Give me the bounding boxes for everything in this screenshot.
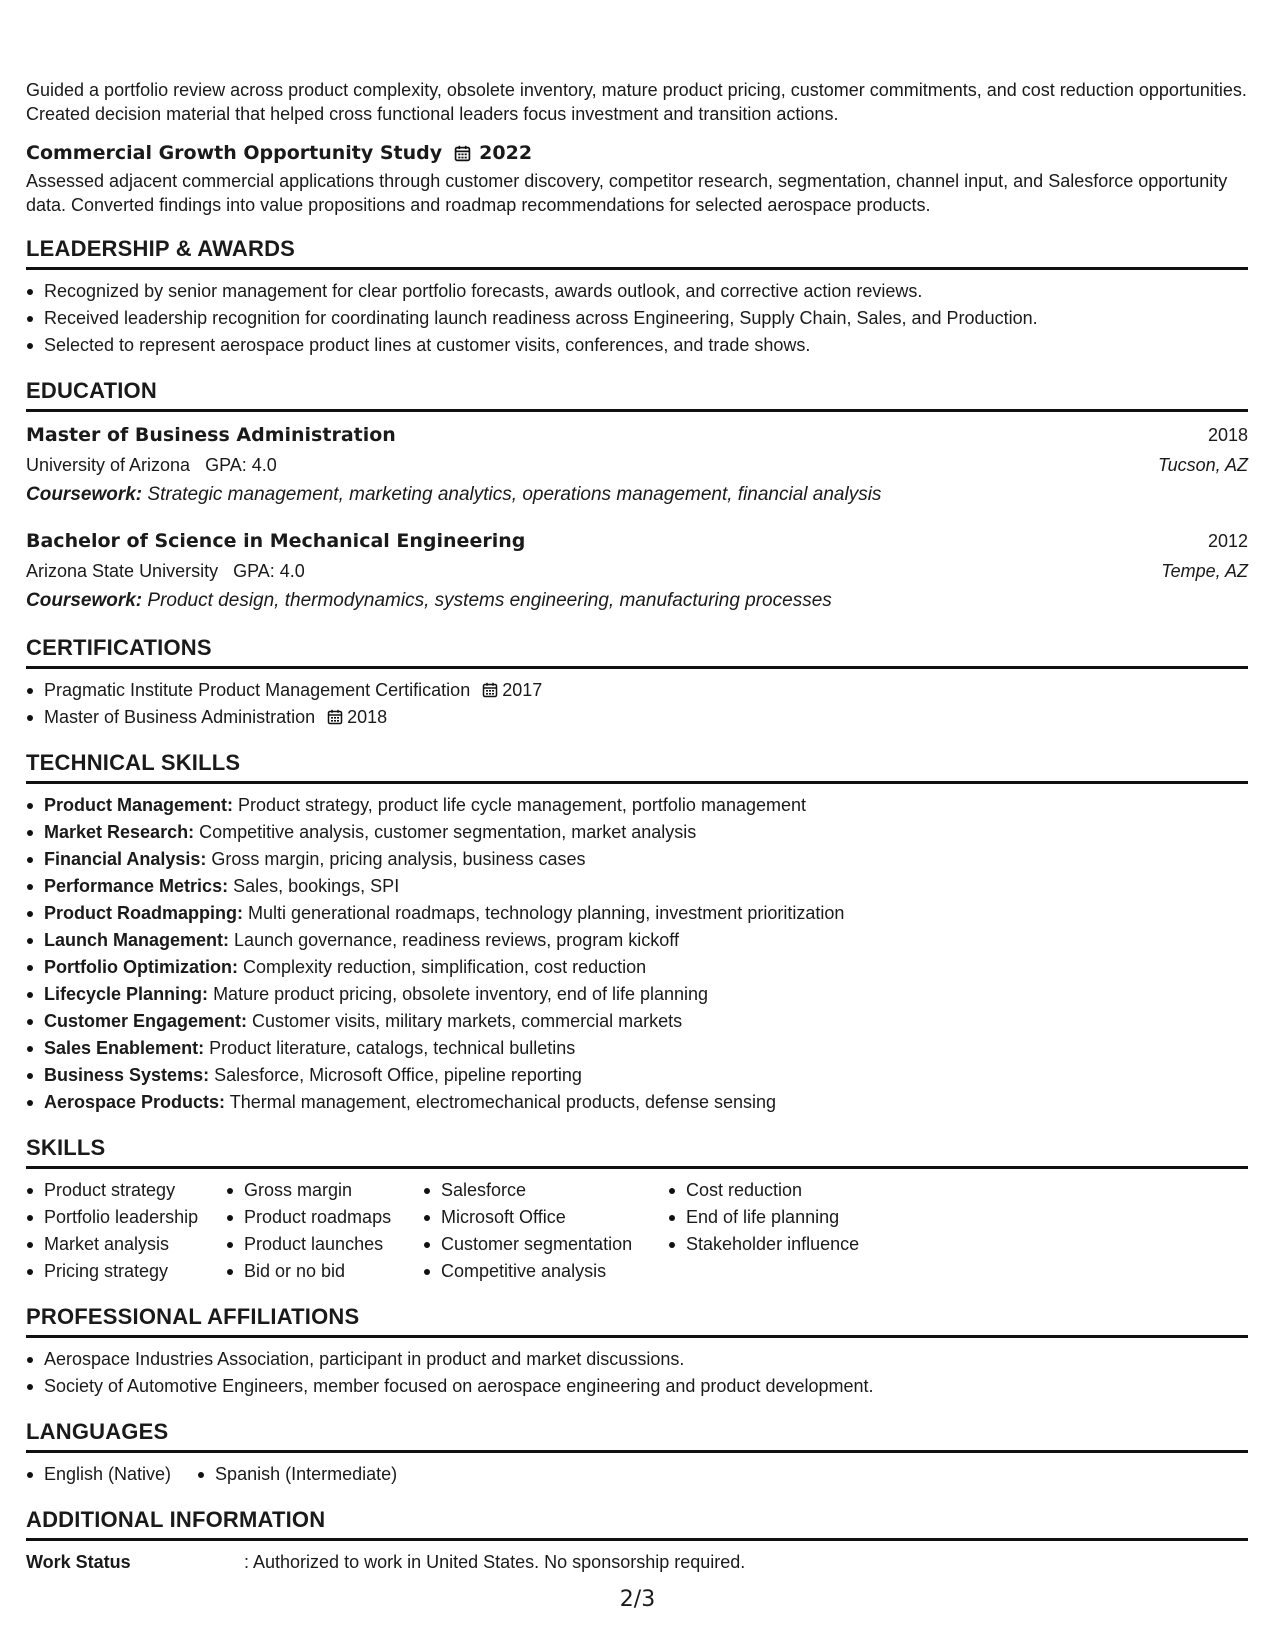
work-status-label: Work Status — [26, 1552, 131, 1572]
list-item: End of life planning — [668, 1204, 928, 1231]
skill-label: Sales Enablement: — [44, 1038, 205, 1058]
list-item — [26, 704, 1248, 731]
list-item: Spanish (Intermediate) — [197, 1461, 397, 1488]
degree-title: Bachelor of Science in Mechanical Engineering — [26, 530, 526, 552]
skill-value: Multi generational roadmaps, technology planning, investment prioritization — [248, 903, 845, 923]
list-item — [26, 873, 1248, 900]
affiliations-list — [26, 1346, 1248, 1400]
skill-label: Financial Analysis: — [44, 849, 207, 869]
list-item: Bid or no bid — [226, 1258, 423, 1285]
skill-value: Launch governance, readiness reviews, program kickoff — [234, 930, 679, 950]
list-item: Gross margin — [226, 1177, 423, 1204]
degree-title: Master of Business Administration — [26, 424, 396, 446]
section-heading-certifications: CERTIFICATIONS — [26, 633, 1248, 669]
skill-value: Mature product pricing, obsolete inventory, end of life planning — [213, 984, 709, 1004]
gpa: GPA: 4.0 — [233, 561, 305, 581]
list-item — [26, 1035, 1248, 1062]
list-item — [26, 846, 1248, 873]
coursework-text: Product design, thermodynamics, systems engineering, manufacturing processes — [147, 590, 832, 611]
skill-value: Sales, bookings, SPI — [233, 876, 400, 896]
skill-value: Complexity reduction, simplification, cost reduction — [243, 957, 647, 977]
skill-label: Portfolio Optimization: — [44, 957, 238, 977]
list-item — [26, 900, 1248, 927]
languages-list — [26, 1461, 1248, 1488]
coursework-text: Strategic management, marketing analytics, operations management, financial analysis — [147, 484, 882, 505]
section-heading-technical-skills: TECHNICAL SKILLS — [26, 748, 1248, 784]
list-item — [26, 1008, 1248, 1035]
skill-value: Gross margin, pricing analysis, business cases — [211, 849, 586, 869]
list-item — [26, 677, 1248, 704]
list-item: Product strategy — [26, 1177, 226, 1204]
certification-year: 2017 — [502, 680, 543, 700]
skill-label: Launch Management: — [44, 930, 230, 950]
work-status-row — [26, 1549, 1248, 1576]
skill-label: Performance Metrics: — [44, 876, 229, 896]
section-heading-leadership: LEADERSHIP & AWARDS — [26, 234, 1248, 270]
skills-column — [423, 1177, 668, 1285]
work-status-value: : Authorized to work in United States. No sponsorship required. — [244, 1552, 746, 1572]
skill-label: Customer Engagement: — [44, 1011, 248, 1031]
list-item: Customer segmentation — [423, 1231, 668, 1258]
skill-value: Product strategy, product life cycle management, portfolio management — [238, 795, 807, 815]
project-title-row — [26, 140, 1248, 166]
section-heading-affiliations: PROFESSIONAL AFFILIATIONS — [26, 1302, 1248, 1338]
skill-label: Aerospace Products: — [44, 1092, 226, 1112]
list-item: Microsoft Office — [423, 1204, 668, 1231]
skills-column — [668, 1177, 928, 1285]
school-name: Arizona State University — [26, 561, 219, 581]
gpa: GPA: 4.0 — [205, 455, 277, 475]
skill-value: Thermal management, electromechanical products, defense sensing — [229, 1092, 777, 1112]
list-item: Received leadership recognition for coordinating launch readiness across Engineering, Supply Chain, Sales, and Production. — [26, 305, 1248, 332]
list-item — [26, 954, 1248, 981]
project-year: 2022 — [479, 142, 533, 164]
list-item — [26, 981, 1248, 1008]
technical-skills-list — [26, 792, 1248, 1116]
calendar-icon — [482, 682, 498, 698]
education-entry — [26, 526, 1248, 616]
list-item: Recognized by senior management for clear portfolio forecasts, awards outlook, and corrective action reviews. — [26, 278, 1248, 305]
list-item — [26, 792, 1248, 819]
school-location: Tempe, AZ — [1161, 561, 1248, 581]
skill-value: Customer visits, military markets, commercial markets — [252, 1011, 683, 1031]
skill-value: Product literature, catalogs, technical bulletins — [209, 1038, 576, 1058]
section-heading-skills: SKILLS — [26, 1133, 1248, 1169]
skill-label: Product Roadmapping: — [44, 903, 243, 923]
certification-name: Master of Business Administration — [44, 707, 316, 727]
degree-year: 2018 — [1207, 425, 1248, 445]
degree-year: 2012 — [1207, 531, 1248, 551]
coursework-label: Coursework: — [26, 590, 143, 611]
school-name: University of Arizona — [26, 455, 191, 475]
project-description: Assessed adjacent commercial applications through customer discovery, competitor research, segmentation, channel input, and Salesforce opportunity data. Converted findings into value propositions and roadmap recommendations for selected aerospace products. — [26, 171, 1228, 215]
intro-paragraph: Guided a portfolio review across product complexity, obsolete inventory, mature product pricing, customer commitments, and cost reduction opportunities. Created decision material that helped cross functional leaders focus investment and transition actions. — [26, 80, 1247, 124]
calendar-icon — [327, 709, 343, 725]
skill-label: Lifecycle Planning: — [44, 984, 209, 1004]
skill-label: Product Management: — [44, 795, 234, 815]
list-item — [26, 819, 1248, 846]
certification-name: Pragmatic Institute Product Management Certification — [44, 680, 471, 700]
skill-label: Business Systems: — [44, 1065, 210, 1085]
leadership-list — [26, 278, 1248, 359]
education-entry — [26, 420, 1248, 510]
list-item: Product roadmaps — [226, 1204, 423, 1231]
list-item: Competitive analysis — [423, 1258, 668, 1285]
list-item: Society of Automotive Engineers, member focused on aerospace engineering and product development. — [26, 1373, 1248, 1400]
section-heading-languages: LANGUAGES — [26, 1417, 1248, 1453]
list-item: Product launches — [226, 1231, 423, 1258]
school-location: Tucson, AZ — [1157, 455, 1248, 475]
list-item: Stakeholder influence — [668, 1231, 928, 1258]
certification-year: 2018 — [347, 707, 388, 727]
skill-value: Competitive analysis, customer segmentation, market analysis — [199, 822, 697, 842]
list-item: Salesforce — [423, 1177, 668, 1204]
coursework — [26, 480, 1248, 510]
list-item — [26, 927, 1248, 954]
calendar-icon — [454, 145, 471, 162]
skills-column — [226, 1177, 423, 1285]
coursework-label: Coursework: — [26, 484, 143, 505]
section-heading-education: EDUCATION — [26, 376, 1248, 412]
page-number: 2/3 — [619, 1587, 656, 1612]
skills-grid — [26, 1177, 1248, 1285]
list-item: Market analysis — [26, 1231, 226, 1258]
certifications-list — [26, 677, 1248, 731]
list-item: Pricing strategy — [26, 1258, 226, 1285]
skills-column — [26, 1177, 226, 1285]
project-title: Commercial Growth Opportunity Study — [26, 142, 443, 164]
list-item: Portfolio leadership — [26, 1204, 226, 1231]
list-item — [26, 1089, 1248, 1116]
list-item: Cost reduction — [668, 1177, 928, 1204]
section-heading-additional-info: ADDITIONAL INFORMATION — [26, 1505, 1248, 1541]
list-item: Selected to represent aerospace product lines at customer visits, conferences, and trade shows. — [26, 332, 1248, 359]
list-item — [26, 1062, 1248, 1089]
skill-value: Salesforce, Microsoft Office, pipeline reporting — [214, 1065, 582, 1085]
resume-page — [26, 78, 1248, 1576]
list-item: English (Native) — [26, 1461, 171, 1488]
list-item: Aerospace Industries Association, participant in product and market discussions. — [26, 1346, 1248, 1373]
coursework — [26, 586, 1248, 616]
skill-label: Market Research: — [44, 822, 195, 842]
